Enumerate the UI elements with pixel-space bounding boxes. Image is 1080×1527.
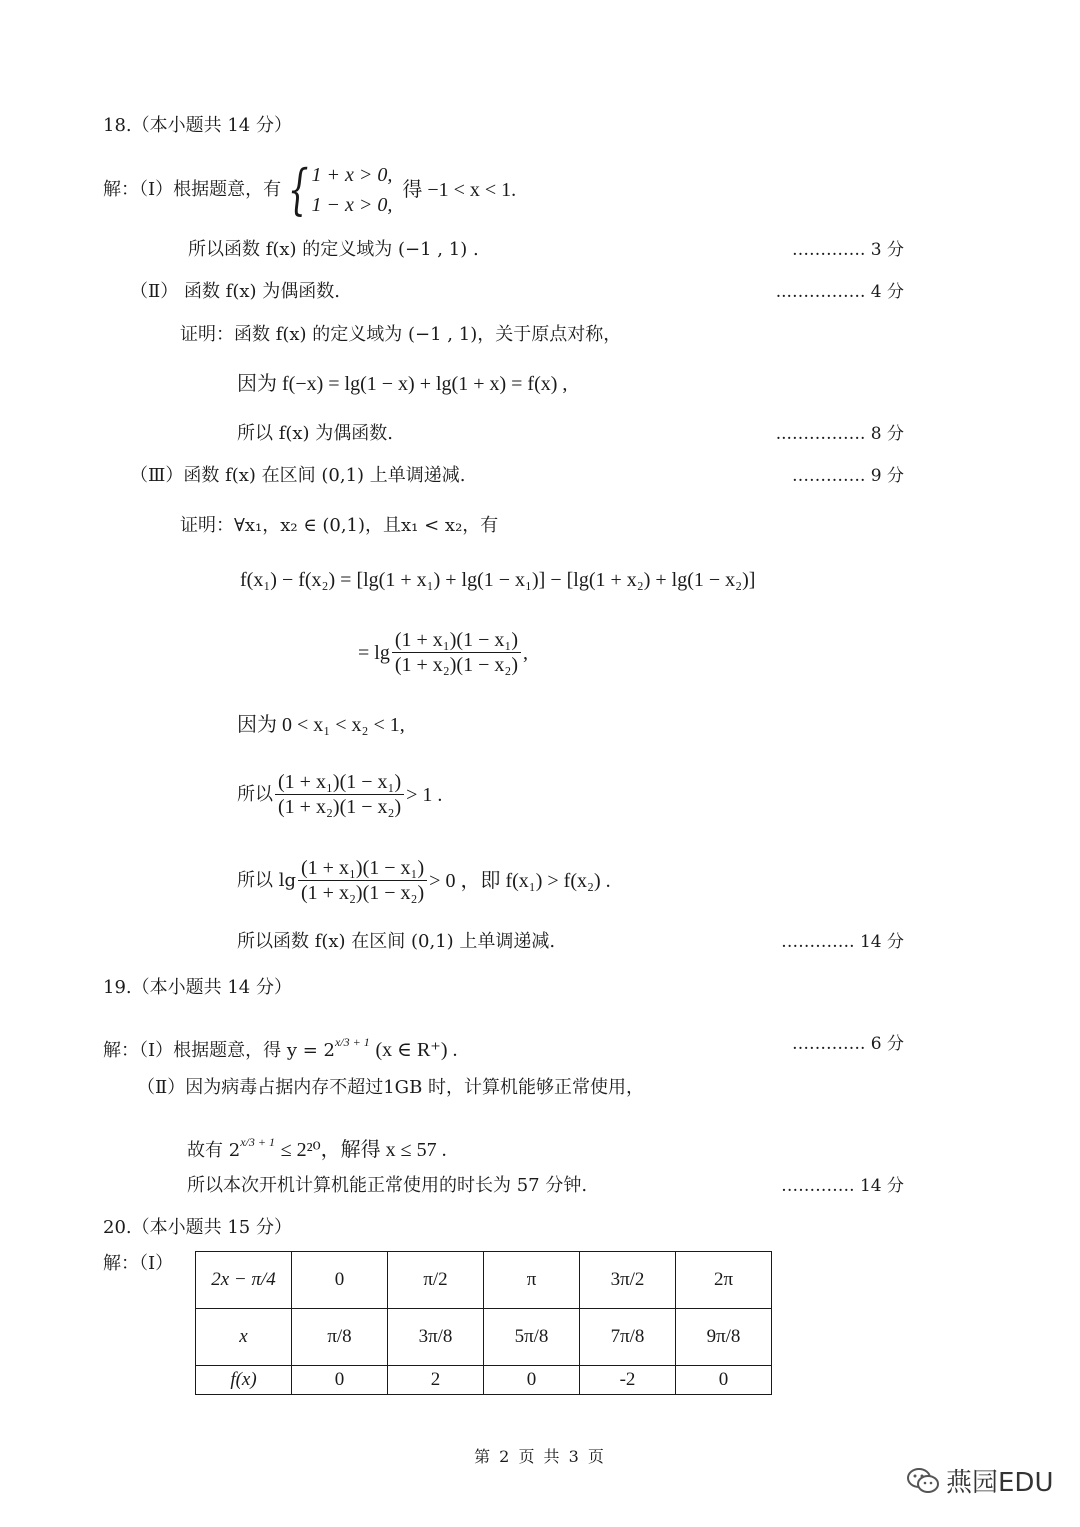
table-cell: π/8 <box>292 1309 388 1366</box>
so-line-2-lead: 所以 lg <box>237 869 297 891</box>
fraction-numerator: (1 + x₁)(1 − x₁) <box>275 770 404 795</box>
q18-conclusion: 所以函数 f(x) 在区间 (0,1) 上单调递减. <box>237 931 556 952</box>
table-row-header: x <box>196 1309 292 1366</box>
q18-system-row-2: 1 − x > 0, <box>311 194 393 216</box>
so-line-2-tail: > 0 ，即 f(x₁) > f(x₂) . <box>429 869 611 892</box>
q18-part3-equation-2 <box>358 628 528 677</box>
fraction-denominator: (1 + x₂)(1 − x₂) <box>394 654 518 676</box>
fraction <box>392 628 521 677</box>
q18-system-row-1: 1 + x > 0, <box>311 164 393 186</box>
q19-part1-lead: 解：（Ⅰ）根据题意，得 y = 2 <box>103 1040 335 1061</box>
value-table <box>195 1251 772 1395</box>
q19-part2-inequality <box>187 1130 447 1163</box>
q18-part2-proof-1: 证明：函数 f(x) 的定义域为 (−1 , 1)，关于原点对称， <box>180 324 622 345</box>
table-row <box>196 1366 772 1395</box>
equation-2-lead: = lg <box>358 641 390 664</box>
so-line-1-lead: 所以 <box>237 783 273 805</box>
fraction-numerator: (1 + x₁)(1 − x₁) <box>298 856 427 881</box>
table-cell: 0 <box>292 1366 388 1395</box>
q18-score-2: ...…………. 4 分 <box>775 282 904 302</box>
q20-part1-label: 解：（Ⅰ） <box>103 1253 174 1274</box>
page-footer: 第 2 页 共 3 页 <box>474 1447 606 1466</box>
q19-part1-line <box>103 1030 458 1063</box>
q18-because-line: 因为 0 < x₁ < x₂ < 1, <box>237 714 405 736</box>
table-cell: 2 <box>388 1366 484 1395</box>
q18-score-5: …………. 14 分 <box>781 932 904 952</box>
equation-2-tail: , <box>523 641 528 664</box>
q19-score-1: …………. 6 分 <box>791 1034 904 1054</box>
table-row <box>196 1309 772 1366</box>
table-cell: -2 <box>580 1366 676 1395</box>
q19-exponent: x/3 + 1 <box>334 1035 370 1049</box>
table-cell: 3π/8 <box>388 1309 484 1366</box>
q19-part1-tail: (x ∈ R⁺) . <box>375 1039 458 1061</box>
q18-inequality-system <box>281 160 392 220</box>
q18-header: 18.（本小题共 14 分） <box>103 115 292 136</box>
q18-part1-line <box>103 160 516 220</box>
q18-part3-proof-1: 证明：∀x₁，x₂ ∈ (0,1)，且x₁ < x₂，有 <box>180 515 499 536</box>
fraction-denominator: (1 + x₂)(1 − x₂) <box>278 796 402 818</box>
q19-score-2: …………. 14 分 <box>781 1176 904 1196</box>
q18-part3-line: （Ⅲ）函数 f(x) 在区间 (0,1) 上单调递减. <box>130 465 466 486</box>
table-cell: 2π <box>676 1252 772 1309</box>
table-cell: 3π/2 <box>580 1252 676 1309</box>
q19-part2-lead: 故有 2 <box>187 1140 241 1161</box>
table-cell: 0 <box>484 1366 580 1395</box>
q19-part2-line: （Ⅱ）因为病毒占据内存不超过1GB 时，计算机能够正常使用， <box>137 1077 645 1098</box>
table-row-header: 2x − π/4 <box>196 1252 292 1309</box>
q19-part2-tail: ≤ 2²⁰，解得 x ≤ 57 . <box>280 1139 447 1161</box>
q19-exponent: x/3 + 1 <box>240 1135 275 1149</box>
watermark-text: 燕园EDU <box>946 1468 1054 1498</box>
q18-part3-equation-1: f(x₁) − f(x₂) = [lg(1 + x₁) + lg(1 − x₁)] − [lg(1 + x₂) + lg(1 − x₂)] <box>240 569 756 591</box>
q18-so-line-2 <box>237 856 611 905</box>
table-row-header: f(x) <box>196 1366 292 1395</box>
q18-domain-line: 所以函数 f(x) 的定义域为 (−1 , 1) . <box>188 239 479 260</box>
watermark <box>906 1462 1053 1499</box>
q18-so-line-1 <box>237 770 442 819</box>
table-cell: 9π/8 <box>676 1309 772 1366</box>
q18-score-1: …………. 3 分 <box>791 240 904 260</box>
q18-part2-proof-3: 所以 f(x) 为偶函数. <box>237 423 394 444</box>
q18-score-4: …………. 9 分 <box>791 466 904 486</box>
fraction <box>298 856 427 905</box>
left-brace-icon: { <box>287 158 309 221</box>
fraction-denominator: (1 + x₂)(1 − x₂) <box>301 882 425 904</box>
table-cell: π <box>484 1252 580 1309</box>
q18-part1-result: 得 −1 < x < 1. <box>402 179 517 201</box>
q18-part1-lead: 解：（Ⅰ）根据题意，有 <box>103 179 282 200</box>
table-cell: 0 <box>292 1252 388 1309</box>
q19-conclusion: 所以本次开机计算机能正常使用的时长为 57 分钟. <box>187 1175 588 1196</box>
table-cell: 0 <box>676 1366 772 1395</box>
q18-score-3: ...…………. 8 分 <box>775 424 904 444</box>
so-line-1-tail: > 1 . <box>406 783 443 806</box>
table-cell: 7π/8 <box>580 1309 676 1366</box>
table-row <box>196 1252 772 1309</box>
fraction-numerator: (1 + x₁)(1 − x₁) <box>392 628 521 653</box>
wechat-icon <box>906 1467 940 1495</box>
q20-header: 20.（本小题共 15 分） <box>103 1217 292 1238</box>
fraction <box>275 770 404 819</box>
q18-part2-proof-2: 因为 f(−x) = lg(1 − x) + lg(1 + x) = f(x) , <box>237 373 568 395</box>
q19-header: 19.（本小题共 14 分） <box>103 977 292 998</box>
table-cell: 5π/8 <box>484 1309 580 1366</box>
table-cell: π/2 <box>388 1252 484 1309</box>
q18-part2-line: （Ⅱ） 函数 f(x) 为偶函数. <box>130 281 340 302</box>
